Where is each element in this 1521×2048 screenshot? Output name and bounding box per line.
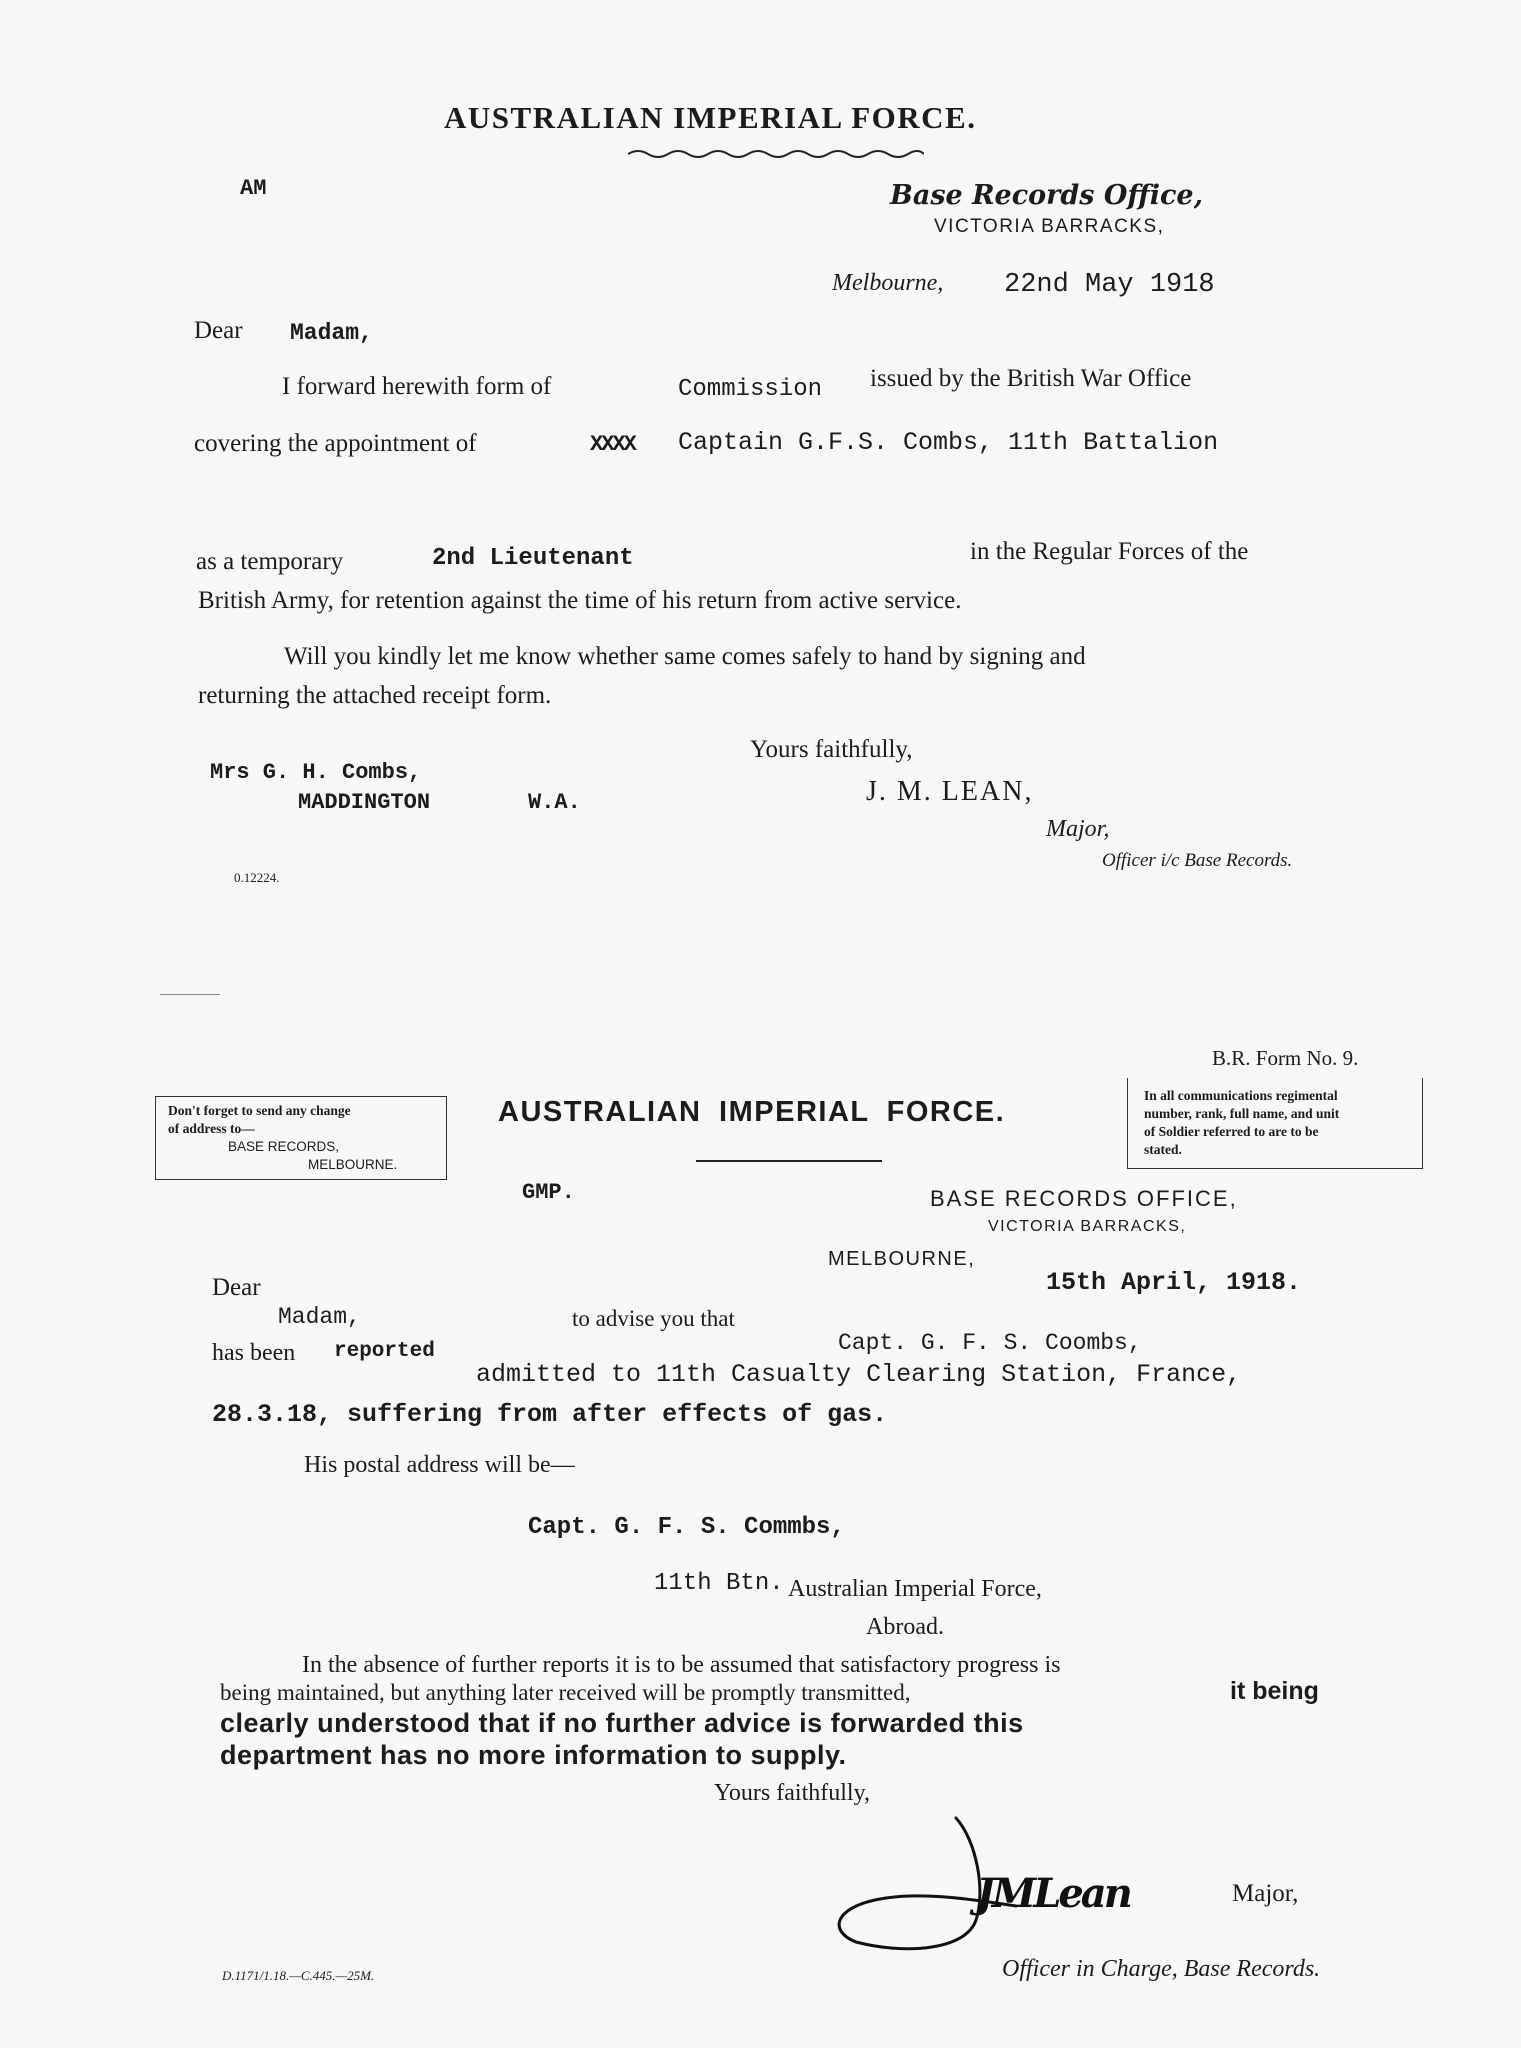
letter2-body-line2: being maintained, but anything later received will be promptly transmitted,	[220, 1680, 911, 1705]
letter1-salutation: Dear	[194, 317, 243, 344]
letter1-signatory: J. M. LEAN,	[866, 776, 1034, 807]
box-left-line1: Don't forget to send any change	[168, 1103, 351, 1118]
letter1-date: 22nd May 1918	[1004, 270, 1215, 300]
letter2-report-line2: 28.3.18, suffering from after effects of gas.	[212, 1400, 888, 1429]
letter2-postal-force: Australian Imperial Force,	[788, 1576, 1042, 1602]
letter1-p1-text3: covering the appointment of	[194, 430, 477, 457]
letter2-form-number: B.R. Form No. 9.	[1212, 1046, 1359, 1070]
heading-flourish	[628, 146, 924, 160]
letter1-closing: Yours faithfully,	[750, 736, 913, 763]
letter2-postal-unit: 11th Btn.	[654, 1570, 784, 1597]
letter2-form-code: D.1171/1.18.—C.445.—25M.	[222, 1968, 375, 1983]
letter2-ref: GMP.	[522, 1180, 575, 1205]
letter2-salutation-name: Madam,	[278, 1304, 361, 1330]
letter2-body-line2-bold: it being	[1230, 1677, 1319, 1705]
box-left-line4: MELBOURNE.	[308, 1157, 398, 1172]
letter2-postal-abroad: Abroad.	[866, 1614, 944, 1640]
letter1-p1-typed: Commission	[678, 376, 823, 403]
letter2-rank: Major,	[1232, 1880, 1299, 1907]
letter2-postal-name: Capt. G. F. S. Commbs,	[528, 1514, 845, 1541]
letter2-has-been: has been	[212, 1340, 296, 1366]
letter1-addressee-name: Mrs G. H. Combs,	[210, 760, 422, 785]
letter2-office-barracks: VICTORIA BARRACKS,	[988, 1218, 1187, 1235]
letter2-body-line3: clearly understood that if no further advice is forwarded this	[220, 1708, 1024, 1738]
box-right-line1: In all communications regimental	[1144, 1088, 1338, 1103]
letter1-p2-text1: as a temporary	[196, 548, 344, 575]
letter1-p2-text2: in the Regular Forces of the	[970, 538, 1249, 565]
letter1-place: Melbourne,	[832, 270, 944, 296]
box-right-line3: of Soldier referred to are to be	[1144, 1124, 1319, 1139]
letter2-postal-intro: His postal address will be—	[304, 1452, 575, 1478]
letter2-heading: AUSTRALIAN IMPERIAL FORCE.	[498, 1096, 1006, 1128]
signature-text: JMLean	[976, 1870, 1130, 1917]
communications-note-box	[1127, 1078, 1423, 1169]
letter1-p3-line2: returning the attached receipt form.	[198, 682, 552, 709]
handwritten-signature	[826, 1810, 1226, 1960]
letter1-p1-text2: issued by the British War Office	[870, 365, 1192, 392]
letter2-closing: Yours faithfully,	[714, 1780, 871, 1806]
letter1-office-name: Base Records Office,	[890, 180, 1203, 211]
box-right-line2: number, rank, full name, and unit	[1144, 1106, 1340, 1121]
letter1-heading: AUSTRALIAN IMPERIAL FORCE.	[444, 100, 977, 135]
letter1-officer: Officer i/c Base Records.	[1102, 850, 1293, 871]
letter1-addressee-state: W.A.	[528, 790, 581, 815]
letter1-ref: AM	[240, 176, 267, 201]
letter2-body-line4: department has no more information to supply.	[220, 1740, 847, 1770]
letter2-date: 15th April, 1918.	[1046, 1268, 1302, 1297]
letter2-advise: to advise you that	[572, 1306, 735, 1331]
letter1-rank: Major,	[1046, 816, 1110, 842]
letter2-body-line1: In the absence of further reports it is to be assumed that satisfactory progress is	[302, 1652, 1061, 1678]
letter1-salutation-name: Madam,	[290, 320, 373, 346]
letter2-salutation: Dear	[212, 1274, 261, 1301]
box-left-line2: of address to—	[168, 1121, 255, 1136]
box-left-line3: BASE RECORDS,	[228, 1139, 340, 1154]
letter1-form-code: 0.12224.	[234, 870, 280, 885]
page-divider	[160, 994, 220, 995]
letter1-p1-typed2: Captain G.F.S. Combs, 11th Battalion	[678, 428, 1219, 457]
letter2-has-been-typed: reported	[334, 1340, 435, 1363]
change-of-address-box	[155, 1096, 447, 1180]
letter1-p1-text1: I forward herewith form of	[282, 373, 552, 400]
letter2-officer: Officer in Charge, Base Records.	[1002, 1956, 1321, 1982]
letter1-struck-text: XXXX	[590, 432, 635, 457]
letter1-p3-line1: Will you kindly let me know whether same comes safely to hand by signing and	[284, 643, 1086, 670]
letter1-p2-text3: British Army, for retention against the time of his return from active service.	[198, 587, 962, 614]
letter1-office-barracks: VICTORIA BARRACKS,	[934, 216, 1165, 237]
letter2-office-name: BASE RECORDS OFFICE,	[930, 1186, 1238, 1211]
heading-underline	[696, 1160, 882, 1162]
letter2-report-line1: admitted to 11th Casualty Clearing Station, France,	[476, 1360, 1242, 1389]
letter2-office-city: MELBOURNE,	[828, 1248, 976, 1270]
letter1-p2-typed: 2nd Lieutenant	[432, 545, 634, 572]
box-right-line4: stated.	[1144, 1142, 1182, 1157]
letter1-addressee-town: MADDINGTON	[298, 790, 431, 815]
letter2-soldier: Capt. G. F. S. Coombs,	[838, 1330, 1142, 1356]
